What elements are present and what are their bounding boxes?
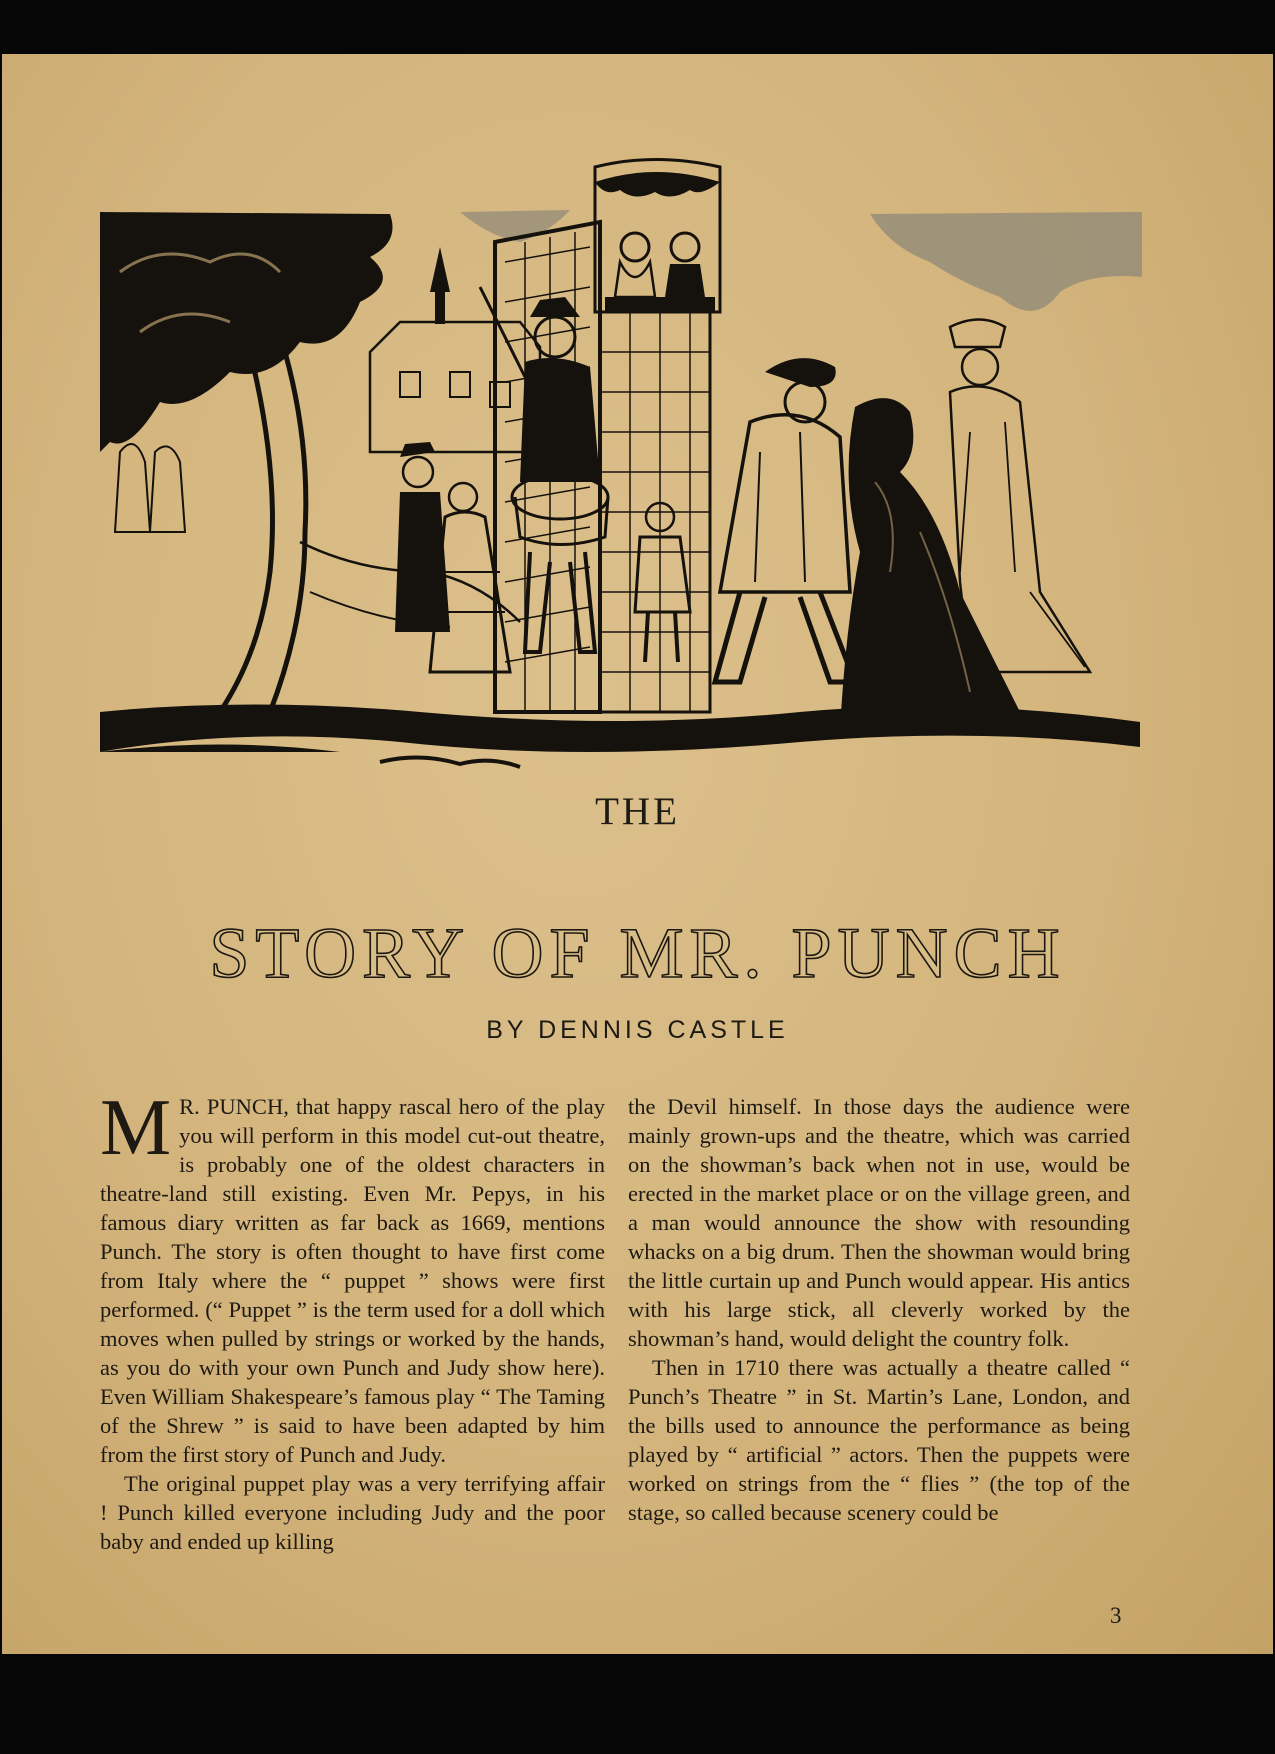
article-column-right (628, 1092, 1130, 1527)
paragraph-3: the Devil himself. In those days the audience were mainly grown-ups and the theatre, which was carried on the showman’s back when not in use, would be erected in the market place or on the village green, and a man would announce the show with resounding whacks on a big drum. Then the showman would bring the little curtain up and Punch would appear. His antics with his large stick, all cleverly worked by the showman’s hand, would delight the country folk. (628, 1094, 1130, 1351)
book-page (2, 54, 1273, 1654)
page-number: 3 (1110, 1603, 1122, 1628)
paragraph-1 (100, 1084, 605, 1469)
paragraph-4: Then in 1710 there was actually a theatre called “ Punch’s Theatre ” in St. Martin’s Lane, London, and the bills used to announce the performance as being played by “ artificial ” actors. Then the puppets were worked on strings from the “ flies ” (the top of the stage, so called because scenery could be (628, 1355, 1130, 1525)
title-line-1: THE (595, 790, 680, 833)
byline: BY DENNIS CASTLE (486, 1016, 789, 1044)
drop-cap: M (100, 1084, 172, 1172)
punch-and-judy-show-illustration (100, 152, 1145, 802)
title-line-2: STORY OF MR. PUNCH (209, 913, 1066, 993)
paragraph-2: The original puppet play was a very terrifying affair ! Punch killed everyone including Judy and the poor baby and ended up killing (100, 1471, 605, 1554)
paragraph-1-text: R. PUNCH, that happy rascal hero of the play you will perform in this model cut-out theatre, is probably one of the oldest characters in theatre-land still existing. Even Mr. Pepys, in his famous diary written as far back as 1669, mentions Punch. The story is often thought to have first come from Italy where the “ puppet ” shows were first performed. (“ Puppet ” is the term used for a doll which moves when pulled by strings or worked by the hands, as you do with your own Punch and Judy show here). Even William Shakespeare’s famous play “ The Taming of the Shrew ” is said to have been adapted by him from the first story of Punch and Judy. (100, 1094, 605, 1467)
article-column-left (100, 1084, 605, 1556)
